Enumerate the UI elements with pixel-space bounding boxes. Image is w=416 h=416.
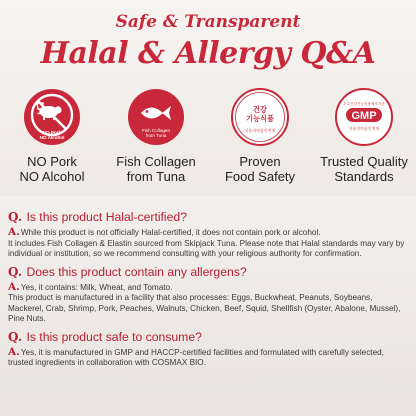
svg-text:GMP: GMP	[351, 110, 377, 122]
caption-food-safety: Proven Food Safety	[224, 154, 296, 184]
caption-fish-collagen: Fish Collagen from Tuna	[116, 154, 196, 184]
svg-text:from Tuna: from Tuna	[145, 133, 167, 138]
feature-gmp	[312, 88, 416, 184]
svg-text:Fish Collagen: Fish Collagen	[141, 128, 171, 133]
caption-gmp: Trusted Quality Standards	[320, 154, 408, 184]
page-kicker: Safe & Transparent	[115, 12, 301, 32]
svg-text:NO Pork: NO Pork	[42, 130, 62, 135]
feature-icons	[0, 88, 416, 188]
page-title: Halal & Allergy Q&A	[40, 36, 376, 71]
svg-text:건강: 건강	[253, 105, 267, 114]
feature-fish-collagen	[104, 88, 208, 184]
caption-no-pork: NO Pork NO Alcohol	[19, 154, 85, 184]
svg-text:기능식품: 기능식품	[246, 114, 274, 123]
qa-section	[8, 210, 410, 369]
question: Q. Is this product Halal-certified?	[8, 210, 187, 224]
answer: A.While this product is not officially Halal-certified, it does not contain pork or alcohol. It includes Fish Collagen & Elastin sourced from Skipjack Tuna. Please note that Halal standards may vary by individual or institution, so we recommend consulting with your religious authority for confirmation.	[8, 226, 405, 258]
qa-item-safety	[8, 330, 410, 369]
qa-item-halal	[8, 210, 410, 260]
answer: A.Yes, it is manufactured in GMP and HACCP-certified facilities and formulated with carefully selected, trusted ingredients in collaboration with COSMAX BIO.	[8, 345, 384, 367]
feature-no-pork	[0, 88, 104, 184]
question: Q. Does this product contain any allergens?	[8, 264, 247, 279]
answer: A.Yes, it contains: Milk, Wheat, and Tomato. This product is manufactured in a facility that also processes: Eggs, Buckwheat, Peanuts, Soybeans, Mackerel, Crab, Shrimp, Pork, Peaches, Walnuts, Chicken, Beef, Squid, Shellfish (Oyster, Abalone, Mussel), Pine Nuts.	[8, 280, 401, 323]
gmp-seal-icon	[335, 88, 393, 146]
question: Q. Is this product safe to consume?	[8, 329, 202, 344]
svg-text:우수건강기능식품제조기준: 우수건강기능식품제조기준	[343, 102, 385, 106]
no-pork-icon	[23, 88, 81, 146]
feature-food-safety	[208, 88, 312, 184]
food-safety-seal-icon	[231, 88, 289, 146]
fish-icon	[127, 88, 185, 146]
svg-text:식품의약품안전처: 식품의약품안전처	[348, 126, 380, 131]
qa-item-allergens	[8, 265, 410, 325]
svg-text:식품의약품안전처: 식품의약품안전처	[244, 128, 276, 133]
svg-text:NO Alcohol: NO Alcohol	[39, 135, 65, 140]
